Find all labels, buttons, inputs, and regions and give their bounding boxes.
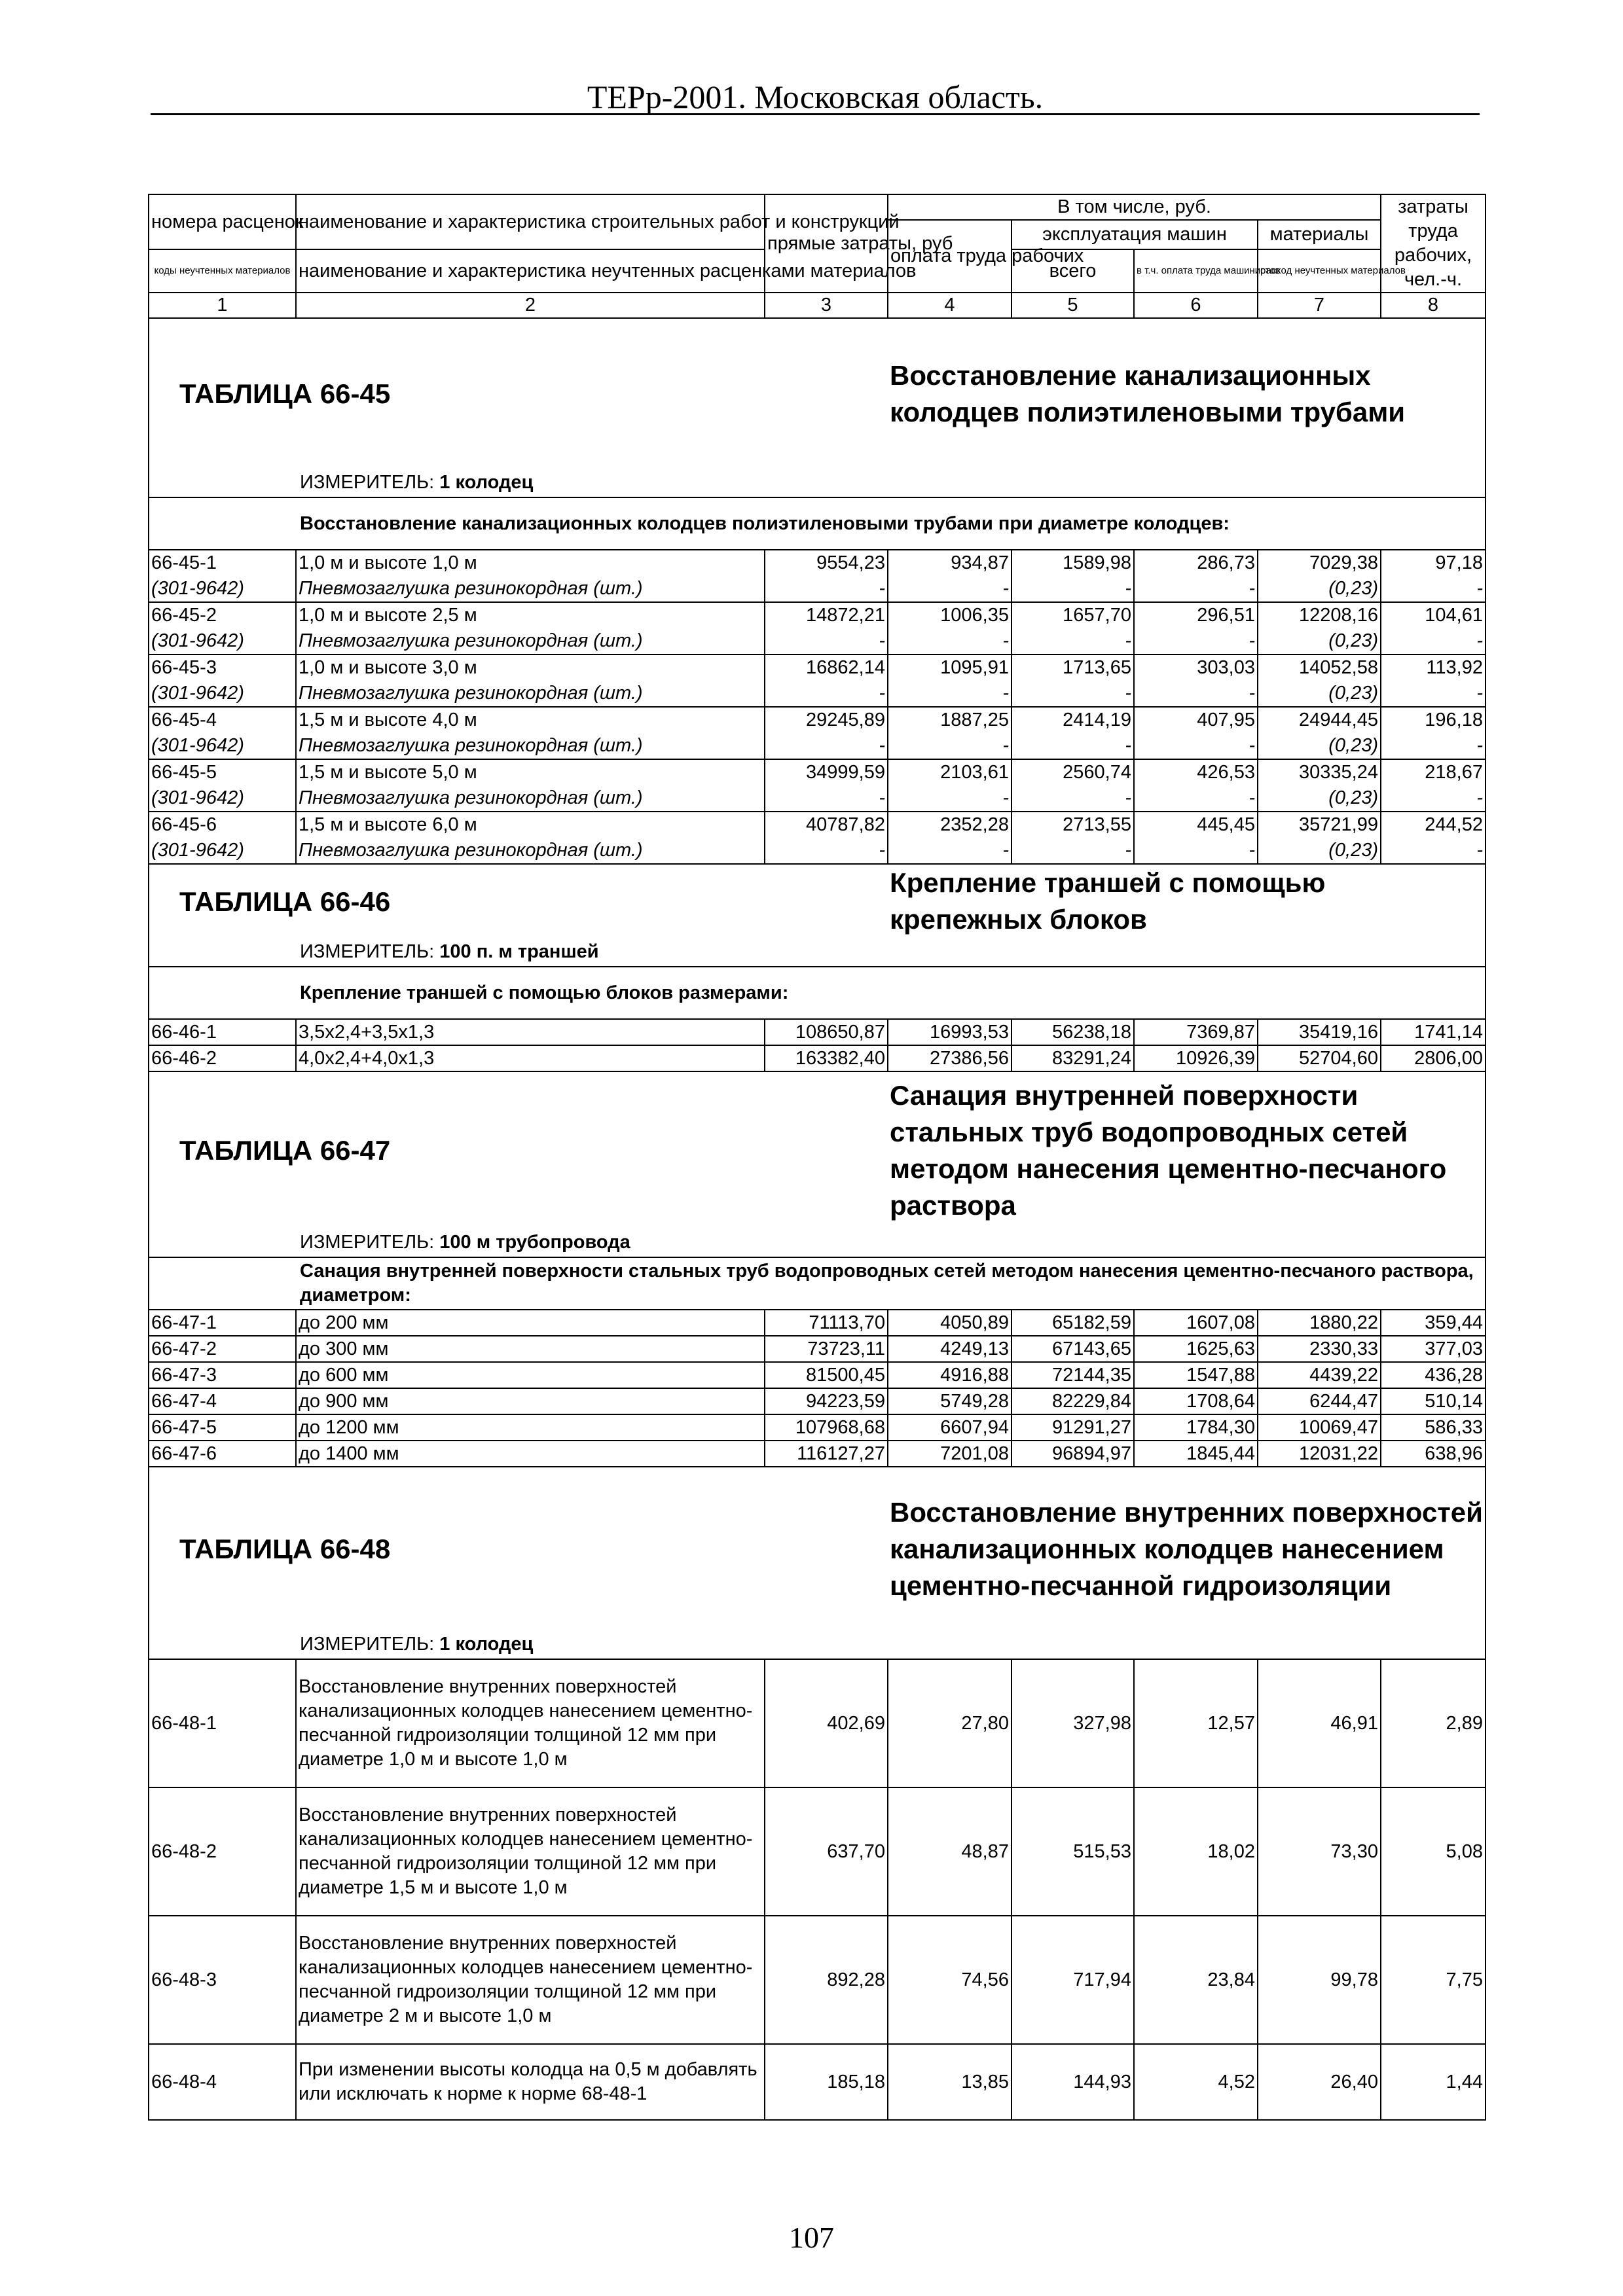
value-cell: 16862,14 [765,655,888,681]
header-rule [151,113,1480,115]
measure-row [149,1229,1486,1257]
material-value: - [888,628,1012,655]
material-name: Пневмозаглушка резинокордная (шт.) [296,681,765,707]
work-name: Восстановление внутренних поверхностей канализационных колодцев нанесением цементно-песчанной гидроизоляции толщиной 12 мм при диаметре 2 м и высоте 1,0 м [296,1916,765,2044]
col6-header: в т.ч. оплата труда машинистов [1134,249,1258,293]
rate-code: 66-48-2 [149,1787,296,1916]
section-description: Крепление траншей с помощью блоков размерами: [149,967,1486,1019]
value-cell: 99,78 [1258,1916,1381,2044]
value-cell: 1625,63 [1134,1336,1258,1362]
table-row [149,1441,1486,1467]
work-name: до 900 мм [296,1388,765,1414]
material-value: - [1012,733,1134,759]
section-description: Восстановление канализационных колодцев полиэтиленовыми трубами при диаметре колодцев: [149,497,1486,550]
material-value: - [1134,785,1258,812]
value-cell: 163382,40 [765,1045,888,1071]
machines-header: эксплуатация машин [1012,220,1258,249]
value-cell: 196,18 [1381,707,1486,733]
value-cell: 244,52 [1381,812,1486,838]
value-cell: 2103,61 [888,759,1012,785]
material-row [149,681,1486,707]
table-title: Санация внутренней поверхности стальных труб водопроводных сетей методом нанесения цементно-песчаного раствора [888,1071,1486,1229]
measure-value: 100 п. м траншей [439,941,599,962]
value-cell: 108650,87 [765,1019,888,1045]
value-cell: 2,89 [1381,1659,1486,1787]
material-value: - [1134,576,1258,602]
col1-header: номера расценок [149,194,296,249]
value-cell: 1095,91 [888,655,1012,681]
column-number: 2 [296,293,765,318]
value-cell: 445,45 [1134,812,1258,838]
value-cell: 26,40 [1258,2044,1381,2120]
value-cell: 7201,08 [888,1441,1012,1467]
work-name: 1,0 м и высоте 1,0 м [296,550,765,576]
value-cell: 12,57 [1134,1659,1258,1787]
value-cell: 296,51 [1134,602,1258,628]
value-cell: 73,30 [1258,1787,1381,1916]
table-row [149,1019,1486,1045]
value-cell: 2330,33 [1258,1336,1381,1362]
value-cell: 29245,89 [765,707,888,733]
table-row [149,550,1486,576]
measure-label: ИЗМЕРИТЕЛЬ: [300,1232,435,1253]
value-cell: 327,98 [1012,1659,1134,1787]
table-row [149,1310,1486,1336]
materials-header: материалы [1258,220,1381,249]
value-cell: 9554,23 [765,550,888,576]
value-cell: 144,93 [1012,2044,1134,2120]
value-cell: 46,91 [1258,1659,1381,1787]
col3-header: прямые затраты, руб [765,194,888,293]
material-code: (301-9642) [149,733,296,759]
value-cell: 14052,58 [1258,655,1381,681]
table-row [149,1659,1486,1787]
rate-code: 66-47-5 [149,1414,296,1441]
work-name: Восстановление внутренних поверхностей канализационных колодцев нанесением цементно-песчанной гидроизоляции толщиной 12 мм при диаметре 1,0 м и высоте 1,0 м [296,1659,765,1787]
value-cell: 4,52 [1134,2044,1258,2120]
work-name: 1,5 м и высоте 5,0 м [296,759,765,785]
rate-code: 66-45-2 [149,602,296,628]
material-code: (301-9642) [149,628,296,655]
col2-sub-header: наименование и характеристика неучтенных расценками материалов [296,249,765,293]
material-value: - [888,576,1012,602]
value-cell: 52704,60 [1258,1045,1381,1071]
material-value: - [765,838,888,864]
work-name: до 200 мм [296,1310,765,1336]
measure-row [149,938,1486,967]
table-row [149,707,1486,733]
table-row [149,2044,1486,2120]
material-value: - [1134,733,1258,759]
table-title: Крепление траншей с помощью крепежных блоков [888,864,1486,938]
value-cell: 1741,14 [1381,1019,1486,1045]
value-cell: 71113,70 [765,1310,888,1336]
material-row [149,576,1486,602]
value-cell: 515,53 [1012,1787,1134,1916]
value-cell: 1887,25 [888,707,1012,733]
measure-row [149,469,1486,497]
material-value: (0,23) [1258,838,1381,864]
material-value: - [888,681,1012,707]
value-cell: 12031,22 [1258,1441,1381,1467]
value-cell: 81500,45 [765,1362,888,1388]
measure-row [149,1630,1486,1659]
value-cell: 67143,65 [1012,1336,1134,1362]
page-header: ТЕРр-2001. Московская область. [587,79,1044,115]
material-value: - [888,733,1012,759]
material-value: (0,23) [1258,733,1381,759]
table-number: ТАБЛИЦА 66-47 [149,1071,888,1229]
value-cell: 1547,88 [1134,1362,1258,1388]
measure-value: 1 колодец [439,472,534,493]
value-cell: 586,33 [1381,1414,1486,1441]
value-cell: 286,73 [1134,550,1258,576]
table-row [149,1916,1486,2044]
value-cell: 303,03 [1134,655,1258,681]
material-value: (0,23) [1258,785,1381,812]
value-cell: 12208,16 [1258,602,1381,628]
value-cell: 23,84 [1134,1916,1258,2044]
value-cell: 892,28 [765,1916,888,2044]
value-cell: 377,03 [1381,1336,1486,1362]
col4-header: оплата труда рабочих [888,220,1012,293]
value-cell: 4249,13 [888,1336,1012,1362]
value-cell: 65182,59 [1012,1310,1134,1336]
rate-code: 66-47-1 [149,1310,296,1336]
material-value: - [1134,838,1258,864]
rate-code: 66-47-6 [149,1441,296,1467]
value-cell: 934,87 [888,550,1012,576]
rate-code: 66-46-1 [149,1019,296,1045]
value-cell: 83291,24 [1012,1045,1134,1071]
value-cell: 91291,27 [1012,1414,1134,1441]
col7-header: расход неучтенных материалов [1258,249,1381,293]
value-cell: 7,75 [1381,1916,1486,2044]
rate-code: 66-47-2 [149,1336,296,1362]
material-row [149,838,1486,864]
value-cell: 74,56 [888,1916,1012,2044]
material-value: - [1012,785,1134,812]
material-value: - [1134,628,1258,655]
value-cell: 1607,08 [1134,1310,1258,1336]
material-value: - [1134,681,1258,707]
material-value: - [765,628,888,655]
table-row [149,812,1486,838]
measure-value: 100 м трубопровода [439,1232,630,1253]
value-cell: 1589,98 [1012,550,1134,576]
value-cell: 1784,30 [1134,1414,1258,1441]
value-cell: 27386,56 [888,1045,1012,1071]
material-value: (0,23) [1258,681,1381,707]
value-cell: 638,96 [1381,1441,1486,1467]
value-cell: 5749,28 [888,1388,1012,1414]
col2-header: наименование и характеристика строительных работ и конструкций [296,194,765,249]
material-name: Пневмозаглушка резинокордная (шт.) [296,838,765,864]
material-value: - [765,733,888,759]
group-header: В том числе, руб. [888,194,1381,220]
value-cell: 18,02 [1134,1787,1258,1916]
value-cell: 637,70 [765,1787,888,1916]
rate-code: 66-45-6 [149,812,296,838]
value-cell: 2352,28 [888,812,1012,838]
value-cell: 5,08 [1381,1787,1486,1916]
column-number: 4 [888,293,1012,318]
column-number: 8 [1381,293,1486,318]
material-value: (0,23) [1258,628,1381,655]
work-name: 1,0 м и высоте 2,5 м [296,602,765,628]
rate-code: 66-48-4 [149,2044,296,2120]
column-number: 1 [149,293,296,318]
rate-code: 66-48-3 [149,1916,296,2044]
value-cell: 13,85 [888,2044,1012,2120]
material-value: - [1012,576,1134,602]
rate-code: 66-46-2 [149,1045,296,1071]
table-row [149,602,1486,628]
page-number: 107 [789,2221,834,2254]
material-value: - [888,838,1012,864]
value-cell: 4050,89 [888,1310,1012,1336]
value-cell: 27,80 [888,1659,1012,1787]
value-cell: 407,95 [1134,707,1258,733]
value-cell: 94223,59 [765,1388,888,1414]
material-name: Пневмозаглушка резинокордная (шт.) [296,785,765,812]
material-value: - [1012,681,1134,707]
material-value: - [1012,628,1134,655]
material-row [149,628,1486,655]
material-row [149,733,1486,759]
value-cell: 97,18 [1381,550,1486,576]
rate-code: 66-45-4 [149,707,296,733]
price-table [148,194,1486,2121]
value-cell: 48,87 [888,1787,1012,1916]
material-code: (301-9642) [149,838,296,864]
value-cell: 96894,97 [1012,1441,1134,1467]
measure-label: ИЗМЕРИТЕЛЬ: [300,941,435,962]
value-cell: 30335,24 [1258,759,1381,785]
section-description: Санация внутренней поверхности стальных труб водопроводных сетей методом нанесения цементно-песчаного раствора, диаметром: [149,1257,1486,1310]
measure-value: 1 колодец [439,1634,534,1655]
rate-code: 66-45-1 [149,550,296,576]
rate-code: 66-45-5 [149,759,296,785]
rate-code: 66-47-4 [149,1388,296,1414]
table-row [149,1388,1486,1414]
material-code: (301-9642) [149,681,296,707]
value-cell: 35419,16 [1258,1019,1381,1045]
col8-header: затраты труда рабочих, чел.-ч. [1381,194,1486,293]
value-cell: 6244,47 [1258,1388,1381,1414]
value-cell: 717,94 [1012,1916,1134,2044]
measure-label: ИЗМЕРИТЕЛЬ: [300,472,435,493]
value-cell: 113,92 [1381,655,1486,681]
value-cell: 73723,11 [765,1336,888,1362]
value-cell: 185,18 [765,2044,888,2120]
value-cell: 402,69 [765,1659,888,1787]
column-number: 5 [1012,293,1134,318]
work-name: до 1400 мм [296,1441,765,1467]
material-value: - [1381,733,1486,759]
material-value: - [1381,785,1486,812]
value-cell: 2713,55 [1012,812,1134,838]
table-row [149,1414,1486,1441]
value-cell: 35721,99 [1258,812,1381,838]
value-cell: 1845,44 [1134,1441,1258,1467]
value-cell: 2414,19 [1012,707,1134,733]
work-name: до 600 мм [296,1362,765,1388]
material-value: - [1381,628,1486,655]
col1-sub-header: коды неучтенных материалов [149,249,296,293]
work-name: 3,5x2,4+3,5x1,3 [296,1019,765,1045]
value-cell: 116127,27 [765,1441,888,1467]
value-cell: 218,67 [1381,759,1486,785]
value-cell: 56238,18 [1012,1019,1134,1045]
value-cell: 359,44 [1381,1310,1486,1336]
value-cell: 24944,45 [1258,707,1381,733]
material-row [149,785,1486,812]
value-cell: 426,53 [1134,759,1258,785]
work-name: до 1200 мм [296,1414,765,1441]
material-name: Пневмозаглушка резинокордная (шт.) [296,628,765,655]
value-cell: 14872,21 [765,602,888,628]
column-number: 7 [1258,293,1381,318]
value-cell: 4916,88 [888,1362,1012,1388]
material-value: - [765,576,888,602]
col5-header: всего [1012,249,1134,293]
material-value: - [1381,576,1486,602]
value-cell: 40787,82 [765,812,888,838]
rate-code: 66-45-3 [149,655,296,681]
table-title: Восстановление канализационных колодцев полиэтиленовыми трубами [888,318,1486,469]
work-name: 1,5 м и высоте 6,0 м [296,812,765,838]
value-cell: 72144,35 [1012,1362,1134,1388]
value-cell: 7029,38 [1258,550,1381,576]
value-cell: 1657,70 [1012,602,1134,628]
work-name: Восстановление внутренних поверхностей канализационных колодцев нанесением цементно-песчанной гидроизоляции толщиной 12 мм при диаметре 1,5 м и высоте 1,0 м [296,1787,765,1916]
table-number: ТАБЛИЦА 66-48 [149,1467,888,1630]
material-value: - [1381,838,1486,864]
table-row [149,1336,1486,1362]
rate-code: 66-48-1 [149,1659,296,1787]
material-value: - [1012,838,1134,864]
value-cell: 34999,59 [765,759,888,785]
value-cell: 82229,84 [1012,1388,1134,1414]
work-name: до 300 мм [296,1336,765,1362]
rate-code: 66-47-3 [149,1362,296,1388]
material-value: - [888,785,1012,812]
material-name: Пневмозаглушка резинокордная (шт.) [296,576,765,602]
value-cell: 1,44 [1381,2044,1486,2120]
value-cell: 4439,22 [1258,1362,1381,1388]
value-cell: 1708,64 [1134,1388,1258,1414]
material-code: (301-9642) [149,785,296,812]
table-row [149,1787,1486,1916]
work-name: 1,0 м и высоте 3,0 м [296,655,765,681]
value-cell: 10926,39 [1134,1045,1258,1071]
value-cell: 2560,74 [1012,759,1134,785]
measure-label: ИЗМЕРИТЕЛЬ: [300,1634,435,1655]
table-row [149,1045,1486,1071]
value-cell: 2806,00 [1381,1045,1486,1071]
value-cell: 1880,22 [1258,1310,1381,1336]
material-code: (301-9642) [149,576,296,602]
value-cell: 107968,68 [765,1414,888,1441]
column-number: 6 [1134,293,1258,318]
table-row [149,759,1486,785]
value-cell: 16993,53 [888,1019,1012,1045]
value-cell: 510,14 [1381,1388,1486,1414]
work-name: При изменении высоты колодца на 0,5 м добавлять или исключать к норме к норме 68-48-1 [296,2044,765,2120]
material-value: - [765,785,888,812]
table-row [149,655,1486,681]
table-title: Восстановление внутренних поверхностей канализационных колодцев нанесением цементно-песчанной гидроизоляции [888,1467,1486,1630]
value-cell: 104,61 [1381,602,1486,628]
material-value: (0,23) [1258,576,1381,602]
value-cell: 1713,65 [1012,655,1134,681]
value-cell: 7369,87 [1134,1019,1258,1045]
value-cell: 6607,94 [888,1414,1012,1441]
material-value: - [1381,681,1486,707]
table-number: ТАБЛИЦА 66-46 [149,864,888,938]
value-cell: 436,28 [1381,1362,1486,1388]
table-number: ТАБЛИЦА 66-45 [149,318,888,469]
table-row [149,1362,1486,1388]
column-number: 3 [765,293,888,318]
work-name: 4,0x2,4+4,0x1,3 [296,1045,765,1071]
material-value: - [765,681,888,707]
value-cell: 10069,47 [1258,1414,1381,1441]
value-cell: 1006,35 [888,602,1012,628]
material-name: Пневмозаглушка резинокордная (шт.) [296,733,765,759]
work-name: 1,5 м и высоте 4,0 м [296,707,765,733]
